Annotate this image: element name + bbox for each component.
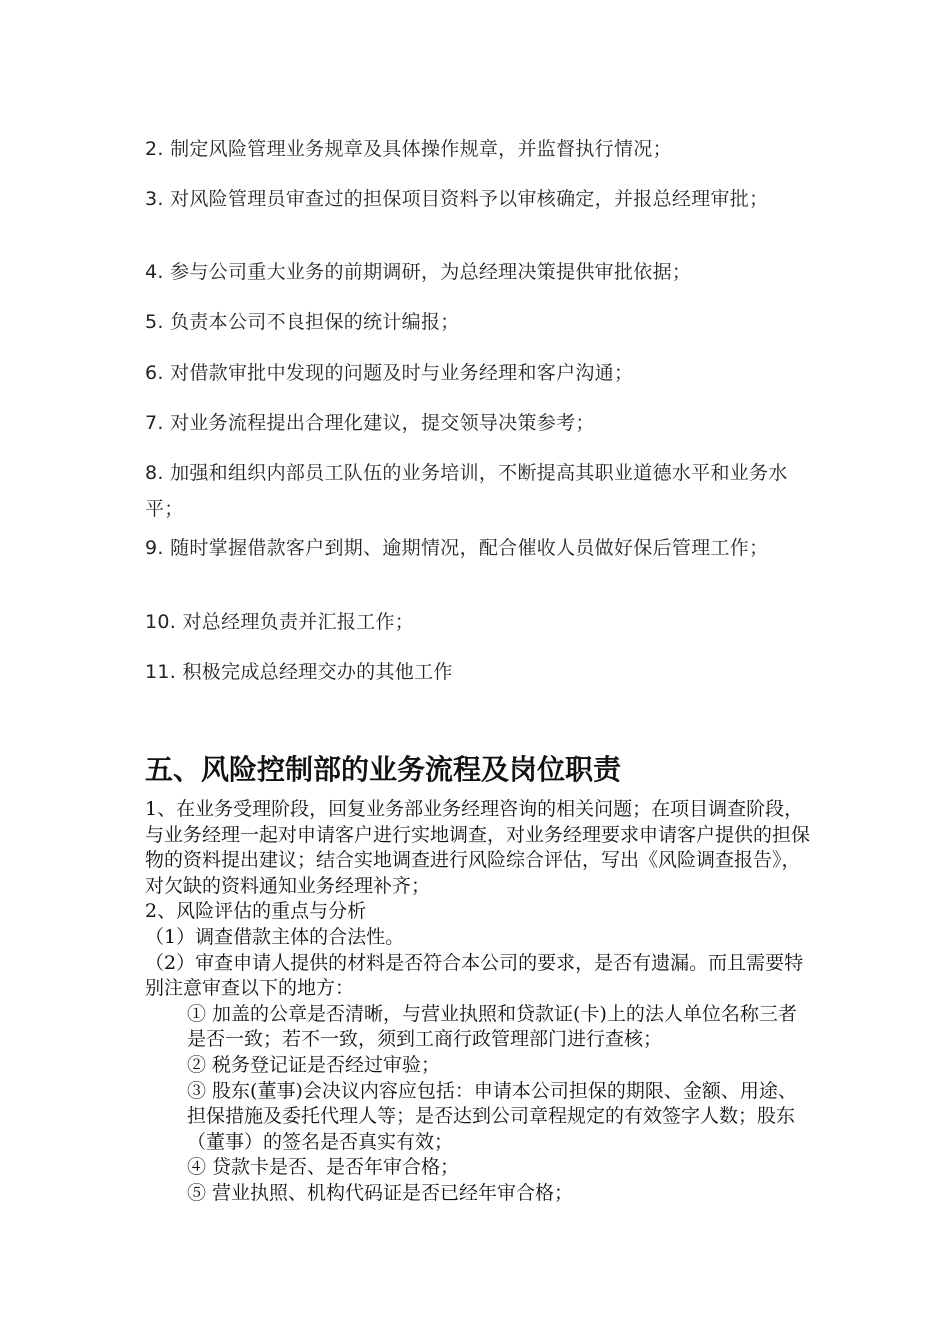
duty-text: 制定风险管理业务规章及具体操作规章，并监督执行情况； — [170, 138, 672, 160]
duty-item — [145, 355, 815, 391]
duty-item — [145, 530, 815, 566]
duty-number: 6. — [145, 362, 164, 384]
duty-number: 11. — [145, 661, 177, 683]
duty-item — [145, 405, 815, 441]
duty-text: 加强和组织内部员工队伍的业务培训，不断提高其职业道德水平和业务水平； — [145, 462, 788, 520]
check-item-text: ⑤ 营业执照、机构代码证是否已经年审合格； — [187, 1181, 574, 1204]
check-item-loan-card — [145, 1155, 815, 1181]
check-item-text: ③ 股东(董事)会决议内容应包括：申请本公司担保的期限、金额、用途、担保措施及委托代理人等；是否达到公司章程规定的有效签字人数；股东（董事）的签名是否真实有效； — [187, 1079, 797, 1153]
check-item-text: ④ 贷款卡是否、是否年审合格； — [187, 1156, 460, 1179]
duty-number: 9. — [145, 537, 164, 559]
duty-item — [145, 254, 815, 290]
duty-number: 8. — [145, 462, 164, 484]
duty-item — [145, 604, 815, 640]
duty-item — [145, 181, 815, 217]
check-item-resolution — [145, 1079, 815, 1156]
paragraph-risk-assessment: 2、风险评估的重点与分析 — [145, 900, 367, 923]
duty-text: 随时掌握借款客户到期、逾期情况，配合催收人员做好保后管理工作； — [170, 537, 769, 559]
duty-item — [145, 654, 815, 690]
duty-item — [145, 304, 815, 340]
duty-number: 5. — [145, 311, 164, 333]
check-item-seal — [145, 1002, 815, 1053]
paragraph-stage: 1、在业务受理阶段，回复业务部业务经理咨询的相关问题；在项目调查阶段，与业务经理一起对申请客户进行实地调查，对业务经理要求申请客户提供的担保物的资料提出建议；结合实地调查进行风险综合评估，写出《风险调查报告》，对欠缺的资料通知业务经理补齐； — [145, 798, 811, 897]
check-item-text: ① 加盖的公章是否清晰，与营业执照和贷款证(卡)上的法人单位名称三者是否一致；若不一致，须到工商行政管理部门进行查核； — [187, 1002, 797, 1051]
duty-text: 参与公司重大业务的前期调研，为总经理决策提供审批依据； — [170, 261, 692, 283]
paragraph-legality: （1）调查借款主体的合法性。 — [145, 925, 405, 948]
duty-text: 积极完成总经理交办的其他工作 — [182, 661, 453, 683]
duty-number: 2. — [145, 138, 164, 160]
duty-text: 对总经理负责并汇报工作； — [182, 611, 415, 633]
duty-text: 负责本公司不良担保的统计编报； — [170, 311, 460, 333]
duty-text: 对业务流程提出合理化建议，提交领导决策参考； — [170, 412, 595, 434]
check-item-text: ② 税务登记证是否经过审验； — [187, 1053, 441, 1076]
duty-item — [145, 131, 815, 167]
duty-number: 3. — [145, 188, 164, 210]
duty-item — [145, 455, 815, 527]
section-body — [145, 797, 815, 1207]
paragraph-materials: （2）审查申请人提供的材料是否符合本公司的要求，是否有遗漏。而且需要特别注意审查以下的地方： — [145, 951, 804, 1000]
duty-text: 对借款审批中发现的问题及时与业务经理和客户沟通； — [170, 362, 634, 384]
section-title: 五、风险控制部的业务流程及岗位职责 — [145, 753, 622, 786]
check-item-license — [145, 1181, 815, 1207]
duty-number: 10. — [145, 611, 177, 633]
duty-number: 4. — [145, 261, 164, 283]
duty-text: 对风险管理员审查过的担保项目资料予以审核确定，并报总经理审批； — [170, 188, 769, 210]
duty-number: 7. — [145, 412, 164, 434]
check-item-tax — [145, 1053, 815, 1079]
